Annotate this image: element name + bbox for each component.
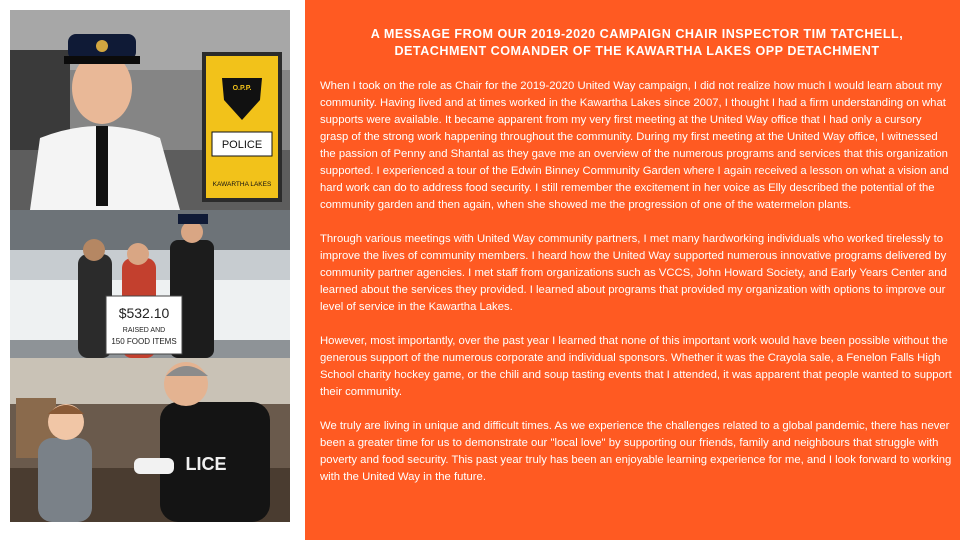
headline-line-2: DETACHMENT COMANDER OF THE KAWARTHA LAKES OPP DETACHMENT bbox=[394, 44, 880, 58]
cheque-line-1: RAISED AND bbox=[122, 327, 166, 334]
officer-sign-illustration bbox=[10, 10, 290, 210]
paragraph-1: When I took on the role as Chair for the 2019-2020 United Way campaign, I did not realize how much I would learn about my community. Having lived and at times worked in the Kawartha Lakes since 2007, I thought I had a firm understanding on what supports were available. It became apparent from my very first meeting at the United Way office that I had only a cursory grasp of the strong work happening throughout the community. During my first meeting at the United Way office, I witnessed the passion of Penny and Shantal as they gave me an overview of the numerous programs and services that this organization supported. I experienced a tour of the Edwin Binney Community Garden where I again received a lesson on what a vision and hard work can do to address food security. I still remember the excitement in her voice as Elly described the potential of the community garden and then again, when she showed me the progression of one of the watermelon plants. bbox=[320, 80, 949, 211]
headline bbox=[317, 26, 957, 60]
cheque-line-2: 150 FOOD ITEMS bbox=[111, 337, 177, 346]
paragraph-2: Through various meetings with United Way community partners, I met many hardworking individuals who worked tirelessly to improve the lives of community members. I heard how the United Way supported numerous innovative programs delivered by community partner agencies. I met staff from organizations such as VCCS, John Howard Society, and Early Years Center and learned about the services they provided. I learned about programs that provided my organization with options to improve our level of service in the Kawartha Lakes. bbox=[320, 233, 947, 313]
photo-officer-with-child bbox=[10, 358, 290, 522]
paragraph-4: We truly are living in unique and difficult times. As we experience the challenges related to a global pandemic, there has never been a greater time for us to demonstrate our "local love" by supporting our friends, family and neighbours that struggle with poverty and food security. This past year truly has been an enjoyable learning experience for me, and I look forward to working with the United Way in the future. bbox=[320, 420, 952, 483]
message-panel bbox=[305, 0, 960, 540]
photo-officer-opp-sign bbox=[10, 10, 290, 210]
arena-illustration bbox=[10, 210, 290, 358]
officer-child-illustration bbox=[10, 358, 290, 522]
opp-badge-text: O.P.P. bbox=[232, 85, 252, 92]
paragraph-3: However, most importantly, over the past year I learned that none of this important work would have been possible without the generous support of the numerous corporate and individual sponsors. Whether it was the Crayola sale, a Fenelon Falls High School charity hockey game, or the chili and soup tasting events that I attended, it was apparent that people wanted to support their community. bbox=[320, 335, 952, 398]
police-sign-label: POLICE bbox=[221, 139, 263, 151]
sign-caption: KAWARTHA LAKES bbox=[212, 181, 272, 188]
vest-label: LICE bbox=[185, 454, 227, 474]
cheque-amount: $532.10 bbox=[118, 305, 170, 321]
message-body bbox=[320, 78, 952, 503]
photo-cheque-presentation bbox=[10, 210, 290, 358]
headline-line-1: A MESSAGE FROM OUR 2019-2020 CAMPAIGN CHAIR INSPECTOR TIM TATCHELL, bbox=[370, 27, 904, 41]
